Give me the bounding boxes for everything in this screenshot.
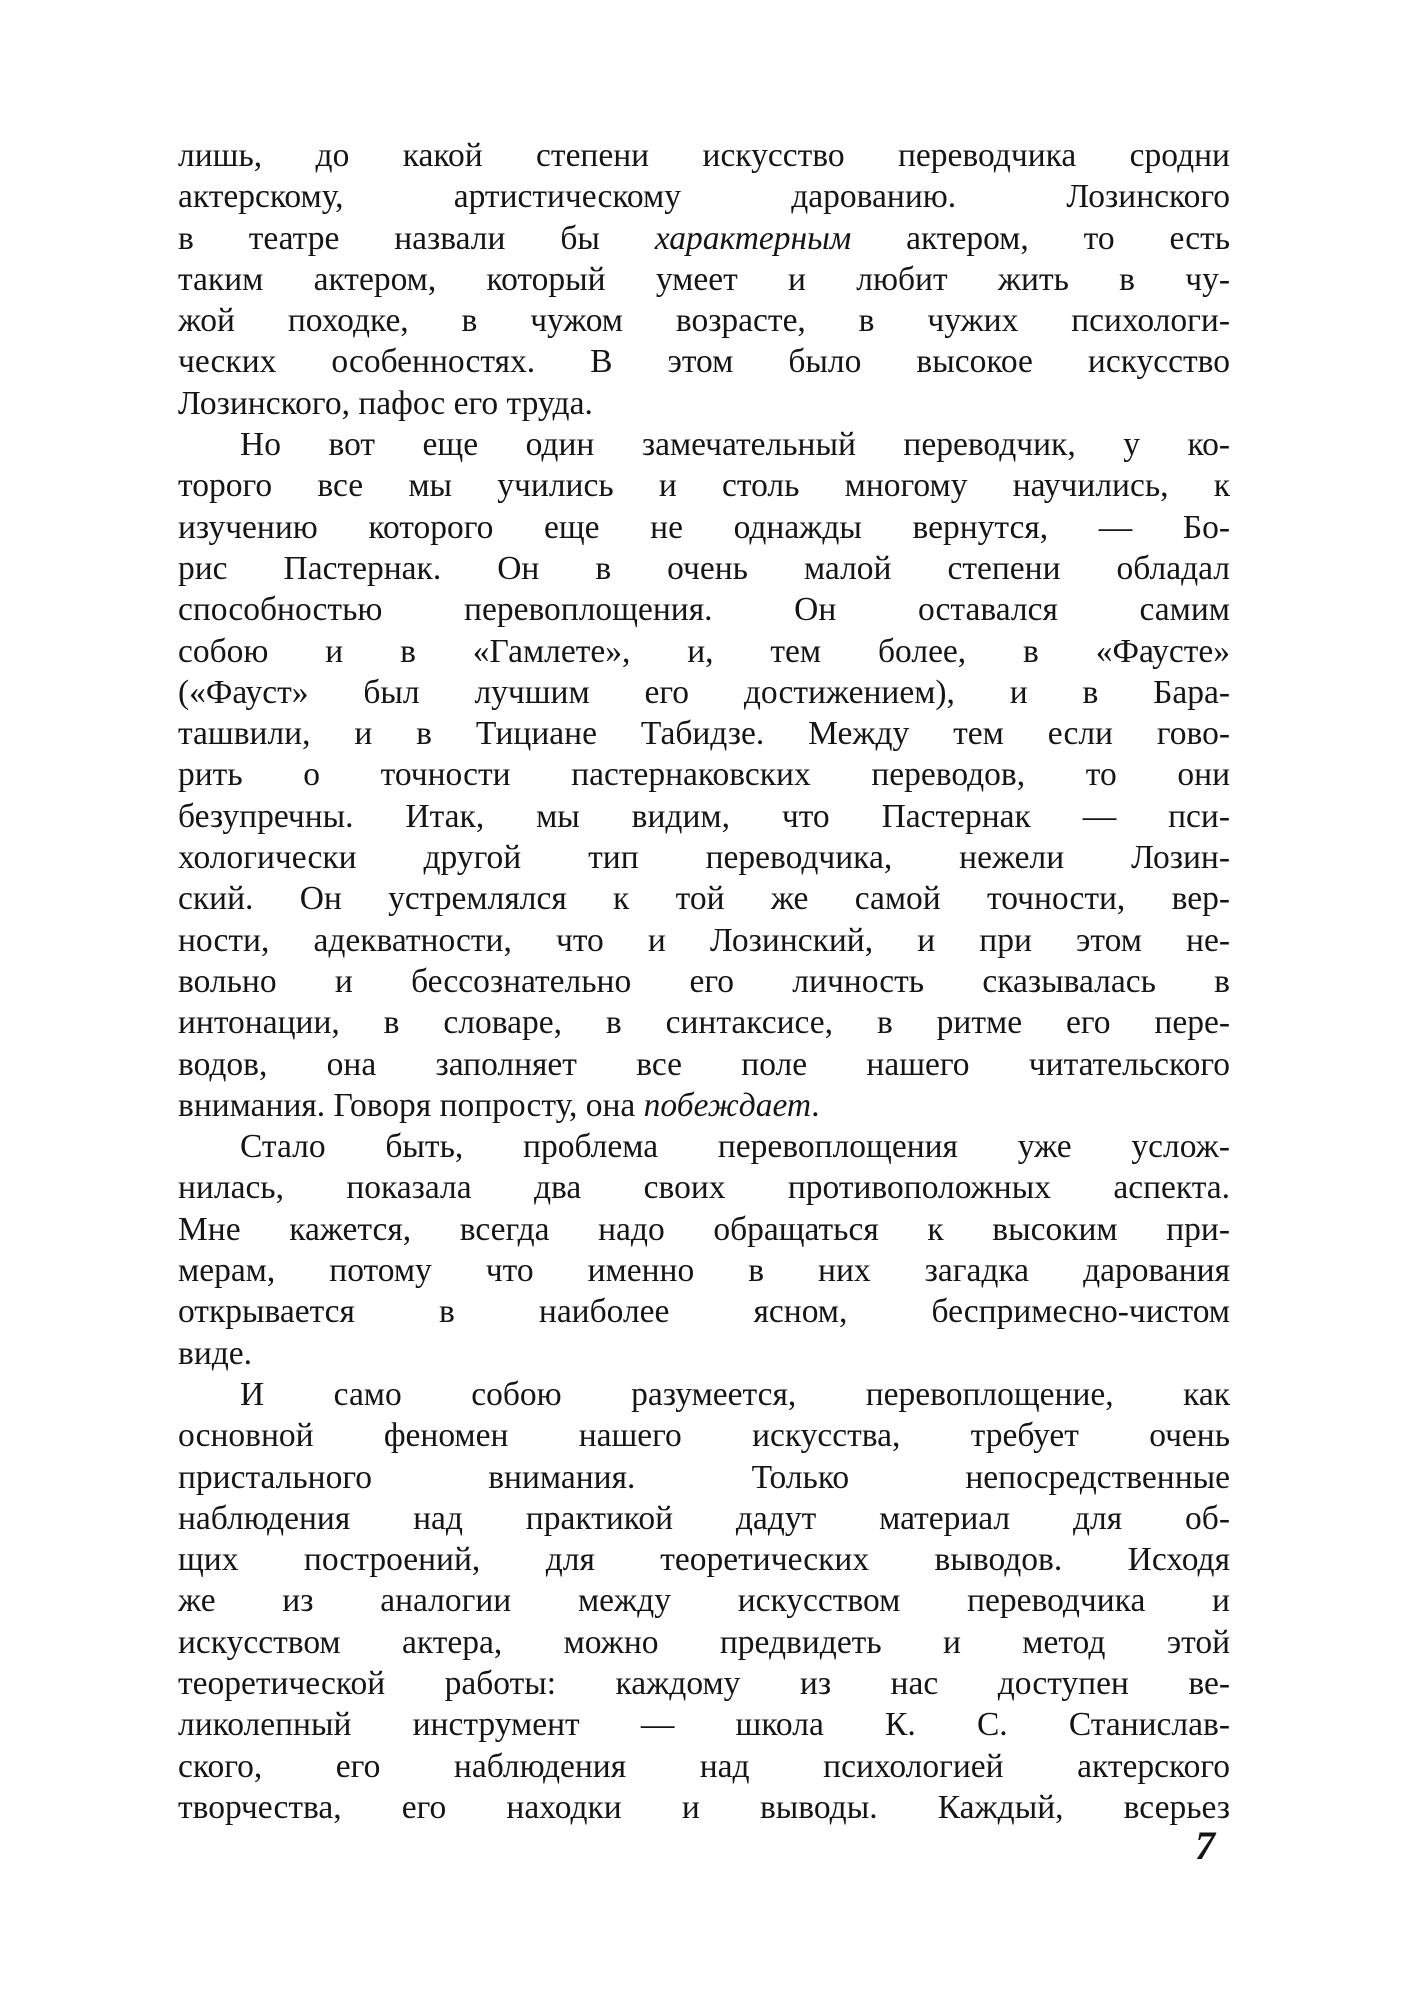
text-line: пристального внимания. Только непосредственные [178, 1458, 1230, 1496]
text-line: внимания. Говоря попросту, она побеждает. [178, 1086, 820, 1124]
text-line: лишь, до какой степени искусство переводчика сродни [178, 137, 1230, 174]
text-line: безупречны. Итак, мы видим, что Пастернак — пси- [178, 797, 1230, 835]
paragraph-2 [178, 424, 1230, 1126]
text-line: интонации, в словаре, в синтаксисе, в ритме его пере- [178, 1004, 1230, 1042]
text-line: способностью перевоплощения. Он оставался самим [178, 591, 1230, 629]
text-line: искусством актера, можно предвидеть и метод этой [178, 1623, 1230, 1661]
text-line: собою и в «Гамлете», и, тем более, в «Фаусте» [178, 632, 1230, 670]
text-line: теоретической работы: каждому из нас доступен ве- [178, 1664, 1230, 1702]
text-line: рис Пастернак. Он в очень малой степени обладал [178, 549, 1230, 587]
text-line: ликолепный инструмент — школа К. С. Станислав- [178, 1706, 1230, 1744]
paragraph-1 [178, 135, 1230, 424]
text-line: щих построений, для теоретических выводов. Исходя [178, 1541, 1230, 1579]
text-line: И само собою разумеется, перевоплощение, как [240, 1375, 1230, 1413]
page-number: 7 [1195, 1823, 1215, 1868]
text-line: торого все мы учились и столь многому научились, к [178, 467, 1230, 505]
text-line: водов, она заполняет все поле нашего читательского [178, 1045, 1230, 1083]
text-line: творчества, его находки и выводы. Каждый, всерьез [178, 1788, 1230, 1826]
text-line: рить о точности пастернаковских переводов, то они [178, 756, 1230, 794]
text-line: Лозинского, пафос его труда. [178, 384, 593, 422]
text-line: Но вот еще один замечательный переводчик, у ко- [240, 426, 1230, 464]
text-line: вольно и бессознательно его личность сказывалась в [178, 962, 1230, 1000]
text-line: ческих особенностях. В этом было высокое искусство [178, 343, 1230, 381]
text-line: изучению которого еще не однажды вернутся, — Бо- [178, 508, 1230, 546]
body-text [178, 135, 1230, 1828]
text-line: основной феномен нашего искусства, требует очень [178, 1417, 1230, 1455]
text-line: наблюдения над практикой дадут материал для об- [178, 1499, 1230, 1537]
text-line: же из аналогии между искусством переводчика и [178, 1582, 1230, 1620]
text-line: нилась, показала два своих противоположных аспекта. [178, 1169, 1230, 1207]
text-line: ский. Он устремлялся к той же самой точности, вер- [178, 880, 1230, 918]
text-line: таким актером, который умеет и любит жить в чу- [178, 260, 1230, 298]
text-line: Стало быть, проблема перевоплощения уже услож- [240, 1128, 1230, 1166]
text-line: актерскому, артистическому дарованию. Лозинского [178, 178, 1230, 216]
text-line: жой походке, в чужом возрасте, в чужих психологи- [178, 302, 1230, 340]
paragraph-3 [178, 1126, 1230, 1374]
paragraph-4 [178, 1374, 1230, 1828]
text-line: в театре назвали бы характерным актером, то есть [178, 219, 1231, 257]
text-line: хологически другой тип переводчика, нежели Лозин- [178, 839, 1230, 877]
text-line: ности, адекватности, что и Лозинский, и при этом не- [178, 921, 1230, 959]
text-line: ташвили, и в Тициане Табидзе. Между тем если гово- [178, 715, 1230, 753]
text-line: («Фауст» был лучшим его достижением), и в Бара- [178, 673, 1230, 711]
text-line: ского, его наблюдения над психологией актерского [178, 1747, 1230, 1785]
text-line: открывается в наиболее ясном, беспримесно-чистом [178, 1293, 1230, 1331]
text-line: мерам, потому что именно в них загадка дарования [178, 1252, 1230, 1290]
text-line: виде. [178, 1334, 253, 1372]
text-line: Мне кажется, всегда надо обращаться к высоким при- [178, 1210, 1230, 1248]
